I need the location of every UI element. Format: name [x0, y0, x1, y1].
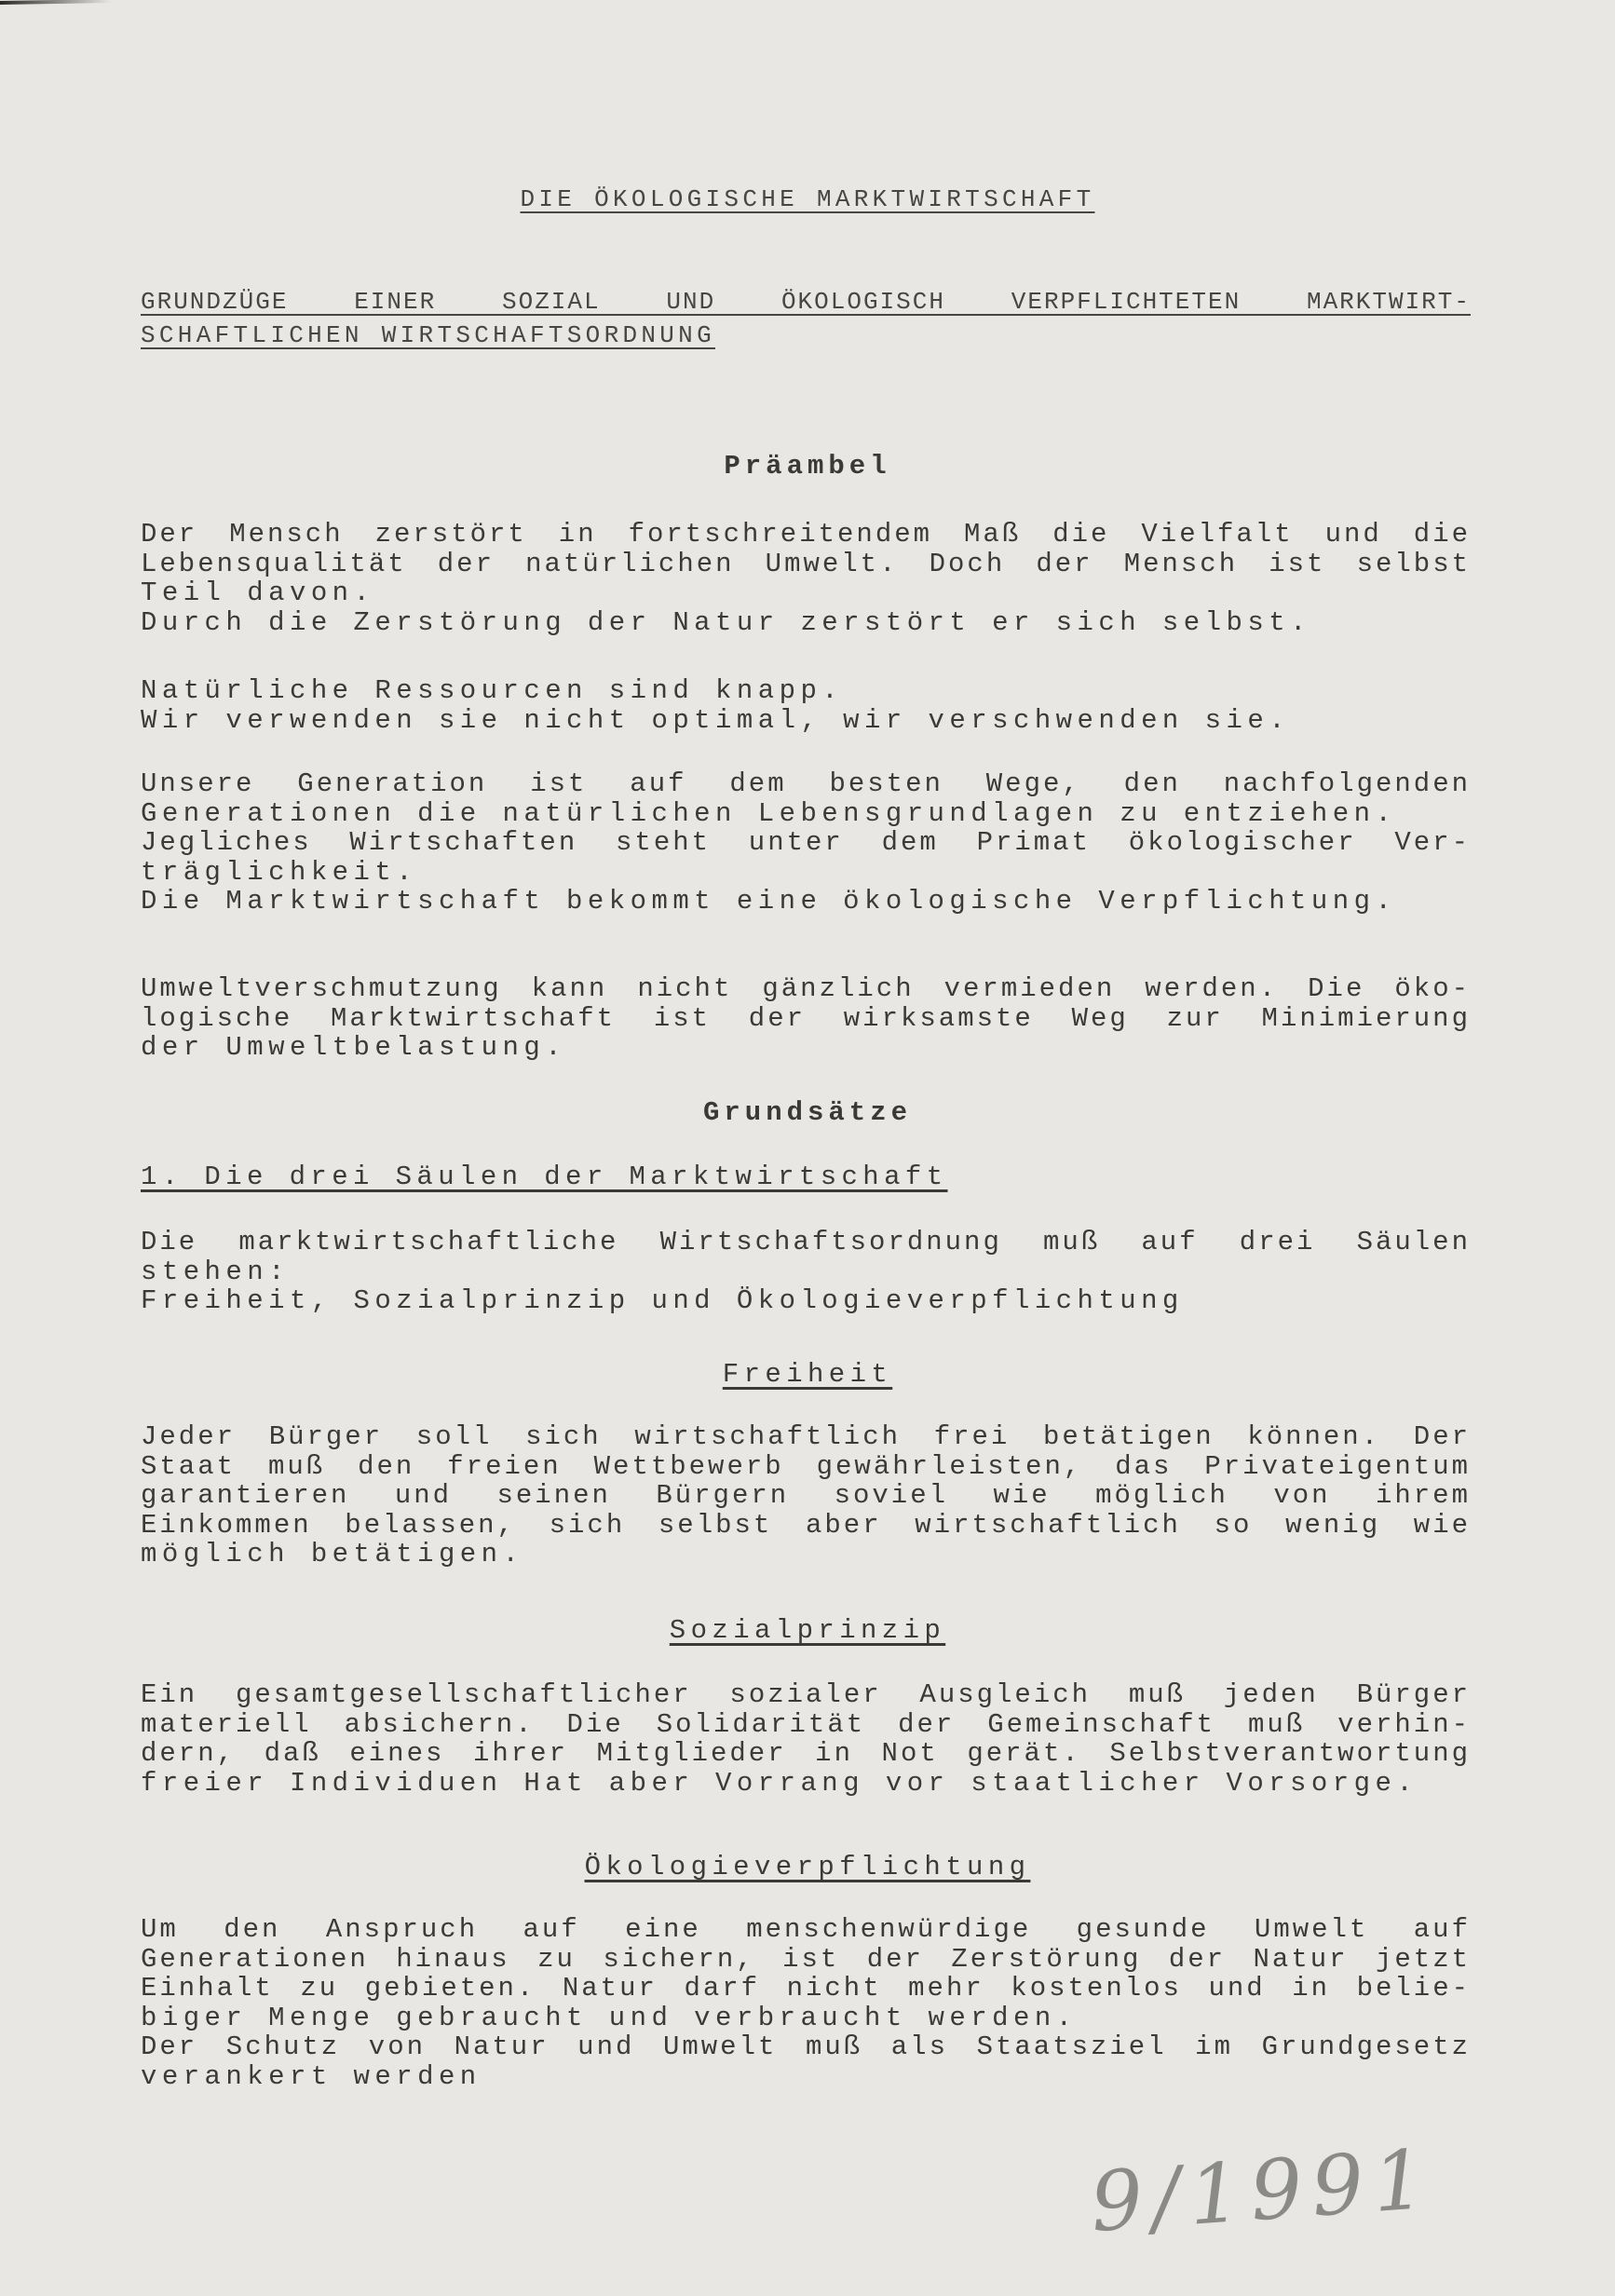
- section-title: 1. Die drei Säulen der Marktwirtschaft: [141, 1162, 948, 1192]
- text-line: Um den Anspruch auf eine menschenwürdige gesunde Umwelt auf: [141, 1914, 1471, 1945]
- text-line: garantieren und seinen Bürgern soviel wie möglich von ihrem: [141, 1480, 1471, 1512]
- text-line: Einhalt zu gebieten. Natur darf nicht mehr kostenlos und in belie-: [141, 1973, 1471, 2004]
- text-line: Staat muß den freien Wettbewerb gewährleisten, das Privateigentum: [141, 1450, 1471, 1482]
- text-line: stehen:: [141, 1256, 290, 1287]
- text-line: Generationen die natürlichen Lebensgrundlagen zu entziehen.: [141, 797, 1397, 829]
- text-line: Einkommen belassen, sich selbst aber wirtschaftlich so wenig wie: [141, 1509, 1471, 1541]
- subtitle-line: SCHAFTLICHEN WIRTSCHAFTSORDNUNG: [141, 321, 715, 349]
- preamble-heading: Präambel: [724, 451, 891, 482]
- preamble-paragraph-4: [141, 974, 1471, 1063]
- text-line: Jegliches Wirtschaften steht unter dem Primat ökologischer Ver-: [141, 827, 1471, 859]
- pillar-text-oekologie: [141, 1915, 1471, 2092]
- scan-edge-shadow: [0, 0, 112, 5]
- subtitle-line: GRUNDZÜGE EINER SOZIAL UND ÖKOLOGISCH VERPFLICHTETEN MARKTWIRT-: [141, 288, 1471, 316]
- pillar-heading-sozialprinzip: Sozialprinzip: [669, 1615, 946, 1646]
- text-line: der Umweltbelastung.: [141, 1032, 567, 1064]
- principles-intro: [141, 1228, 1471, 1316]
- text-line: Die Marktwirtschaft bekommt eine ökologische Verpflichtung.: [141, 886, 1397, 917]
- document-title: DIE ÖKOLOGISCHE MARKTWIRTSCHAFT: [520, 185, 1095, 213]
- preamble-paragraph-1: [141, 520, 1471, 637]
- pillar-heading-oekologie: Ökologieverpflichtung: [584, 1852, 1031, 1882]
- handwritten-date-note: 9/1991: [1087, 2130, 1438, 2251]
- text-line: Jeder Bürger soll sich wirtschaftlich frei betätigen können. Der: [141, 1421, 1471, 1452]
- preamble-paragraph-2: [141, 676, 1290, 735]
- text-line: Der Mensch zerstört in fortschreitendem Maß die Vielfalt und die: [141, 519, 1471, 550]
- text-line: Natürliche Ressourcen sind knapp.: [141, 675, 844, 706]
- text-line: biger Menge gebraucht und verbraucht werden.: [141, 2002, 1078, 2033]
- pillar-text-sozialprinzip: [141, 1680, 1471, 1798]
- text-line: Teil davon.: [141, 577, 375, 609]
- text-line: träglichkeit.: [141, 856, 418, 888]
- pillar-text-freiheit: [141, 1422, 1471, 1569]
- text-line: Freiheit, Sozialprinzip und Ökologieverpflichtung: [141, 1285, 1184, 1317]
- text-line: Umweltverschmutzung kann nicht gänzlich vermieden werden. Die öko-: [141, 973, 1471, 1004]
- document-subtitle: [141, 285, 1471, 352]
- text-line: Die marktwirtschaftliche Wirtschaftsordnung muß auf drei Säulen: [141, 1227, 1471, 1257]
- text-line: materiell absichern. Die Solidarität der Gemeinschaft muß verhin-: [141, 1708, 1471, 1740]
- pillar-heading-freiheit: Freiheit: [722, 1359, 893, 1390]
- text-line: Der Schutz von Natur und Umwelt muß als Staatsziel im Grundgesetz: [141, 2031, 1471, 2063]
- text-line: Ein gesamtgesellschaftlicher sozialer Ausgleich muß jeden Bürger: [141, 1679, 1471, 1710]
- preamble-paragraph-3: [141, 769, 1471, 917]
- text-line: Generationen hinaus zu sichern, ist der Zerstörung der Natur jetzt: [141, 1943, 1471, 1975]
- text-line: Lebensqualität der natürlichen Umwelt. Doch der Mensch ist selbst: [141, 548, 1471, 579]
- text-line: verankert werden: [141, 2060, 482, 2092]
- text-line: dern, daß eines ihrer Mitglieder in Not gerät. Selbstverantwortung: [141, 1738, 1471, 1770]
- principles-heading: Grundsätze: [702, 1097, 913, 1128]
- text-line: Unsere Generation ist auf dem besten Wege, den nachfolgenden: [141, 768, 1471, 799]
- text-line: freier Individuen Hat aber Vorrang vor staatlicher Vorsorge.: [141, 1767, 1418, 1799]
- text-line: möglich betätigen.: [141, 1539, 524, 1570]
- text-line: logische Marktwirtschaft ist der wirksamste Weg zur Minimierung: [141, 1002, 1471, 1034]
- text-line: Durch die Zerstörung der Natur zerstört er sich selbst.: [141, 606, 1311, 638]
- text-line: Wir verwenden sie nicht optimal, wir verschwenden sie.: [141, 704, 1291, 736]
